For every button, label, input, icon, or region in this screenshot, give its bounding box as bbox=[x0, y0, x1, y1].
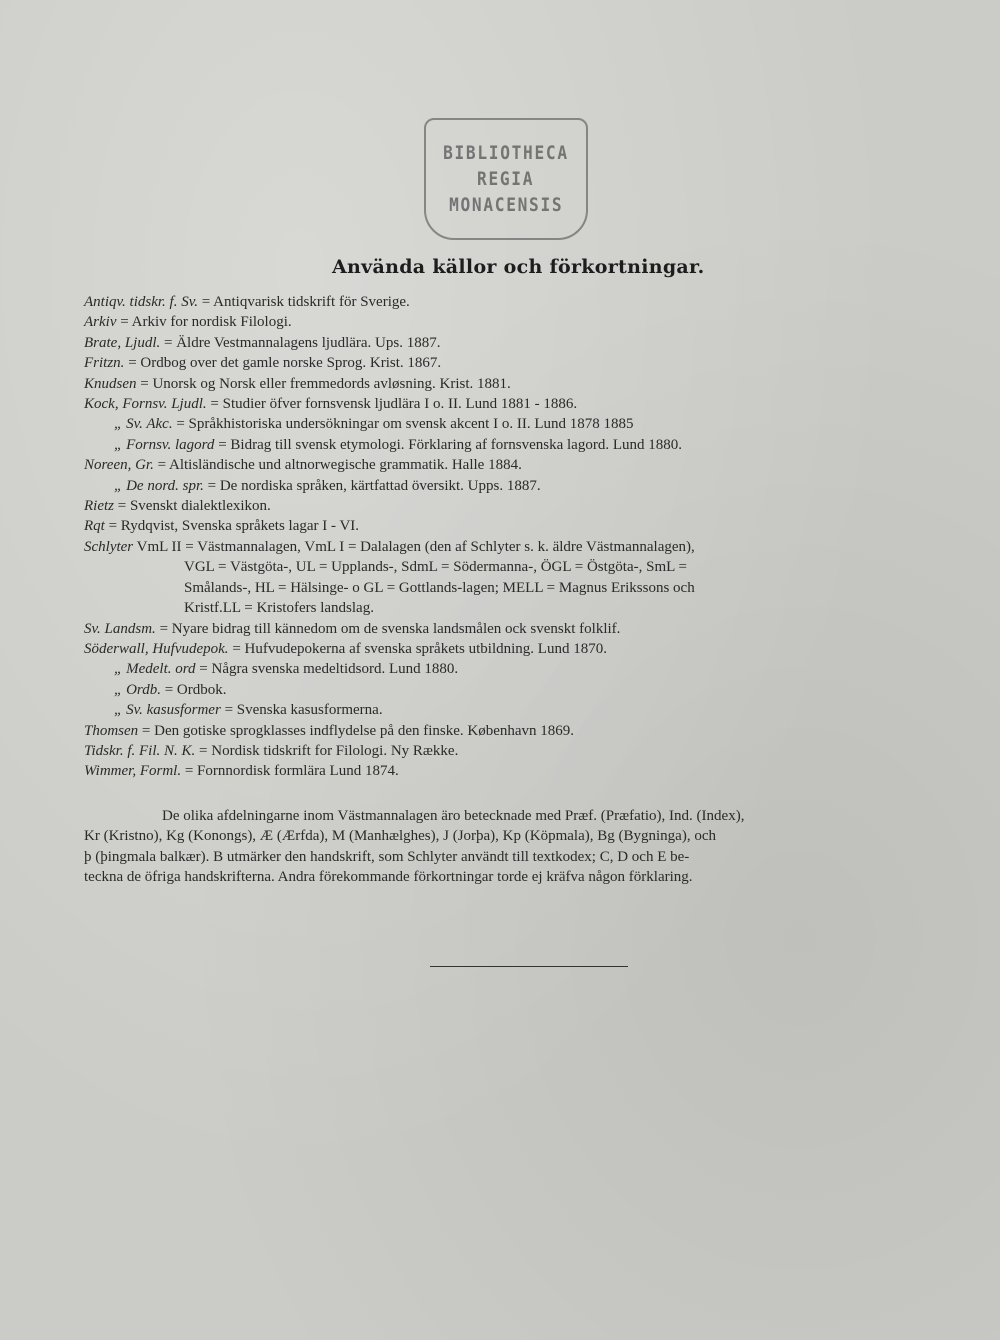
entry-abbreviation: Rqt bbox=[84, 518, 105, 535]
abbreviation-entry bbox=[84, 741, 984, 761]
abbreviation-entry bbox=[84, 639, 984, 659]
entry-abbreviation: Wimmer, Forml. bbox=[84, 763, 182, 780]
abbreviation-entry bbox=[84, 312, 984, 332]
stamp-line: BIBLIOTHECA bbox=[443, 142, 569, 164]
entry-definition: = Altisländische und altnorwegische grammatik. Halle 1884. bbox=[153, 457, 522, 474]
explanatory-paragraph bbox=[84, 806, 979, 888]
stamp-line: MONACENSIS bbox=[448, 194, 564, 216]
entry-definition: VGL = Västgöta-, UL = Upplands-, SdmL = Södermanna-, ÖGL = Östgöta-, SmL = bbox=[184, 559, 687, 576]
entry-abbreviation: Noreen, Gr. bbox=[84, 457, 154, 474]
abbreviation-entry bbox=[84, 578, 984, 598]
abbreviation-entry bbox=[84, 496, 984, 516]
abbreviation-entry bbox=[84, 619, 984, 639]
entry-abbreviation: „ Fornsv. lagord bbox=[114, 436, 215, 453]
abbreviation-entry bbox=[84, 414, 984, 434]
entry-abbreviation: Söderwall, Hufvudepok. bbox=[84, 640, 229, 657]
paragraph-line: þ (þingmala balkær). B utmärker den handskrift, som Schlyter användt till textkodex; C, D och E be- bbox=[84, 848, 690, 865]
entry-definition: Smålands-, HL = Hälsinge- o GL = Gottlands-lagen; MELL = Magnus Erikssons och bbox=[184, 579, 695, 596]
entry-definition: VmL II = Västmannalagen, VmL I = Dalalagen (den af Schlyter s. k. äldre Västmannalagen), bbox=[133, 538, 695, 555]
abbreviation-entry bbox=[84, 292, 984, 312]
entry-abbreviation: „ Sv. Akc. bbox=[114, 416, 173, 433]
abbreviation-entry bbox=[84, 761, 984, 781]
stamp-line: REGIA bbox=[477, 168, 535, 190]
page-title: Använda källor och förkortningar. bbox=[332, 256, 705, 278]
paragraph-line: teckna de öfriga handskrifterna. Andra förekommande förkortningar torde ej kräfva någon förklaring. bbox=[84, 869, 693, 886]
entry-abbreviation: Arkiv bbox=[84, 314, 117, 331]
entry-definition: = Rydqvist, Svenska språkets lagar I - VI. bbox=[104, 518, 360, 535]
abbreviation-entry bbox=[84, 435, 984, 455]
entry-abbreviation: „ Medelt. ord bbox=[114, 661, 196, 678]
entry-abbreviation: Tidskr. f. Fil. N. K. bbox=[84, 742, 196, 759]
abbreviation-list bbox=[84, 292, 984, 782]
entry-abbreviation: Thomsen bbox=[84, 722, 139, 739]
abbreviation-entry bbox=[84, 516, 984, 536]
entry-abbreviation: Fritzn. bbox=[84, 355, 125, 372]
entry-definition: = Studier öfver fornsvensk ljudlära I o. II. Lund 1881 - 1886. bbox=[206, 396, 578, 413]
abbreviation-entry bbox=[84, 537, 984, 557]
abbreviation-entry bbox=[84, 557, 984, 577]
abbreviation-entry bbox=[84, 333, 984, 353]
paragraph-line: Kr (Kristno), Kg (Konongs), Æ (Ærfda), M (Manhælghes), J (Jorþa), Kp (Köpmala), Bg (Bygninga), och bbox=[84, 828, 716, 845]
entry-definition: = Den gotiske sprogklasses indflydelse på den finske. København 1869. bbox=[138, 722, 575, 739]
entry-abbreviation: Knudsen bbox=[84, 375, 137, 392]
abbreviation-entry bbox=[84, 353, 984, 373]
entry-definition: = Äldre Vestmannalagens ljudlära. Ups. 1887. bbox=[160, 334, 441, 351]
entry-abbreviation: Brate, Ljudl. bbox=[84, 334, 161, 351]
entry-definition: = De nordiska språken, kärtfattad översikt. Upps. 1887. bbox=[203, 477, 541, 494]
abbreviation-entry bbox=[84, 374, 984, 394]
entry-definition: = Bidrag till svensk etymologi. Förklaring af fornsvenska lagord. Lund 1880. bbox=[214, 436, 682, 453]
entry-definition: = Nyare bidrag till kännedom om de svenska landsmålen ock svenskt folklif. bbox=[155, 620, 621, 637]
paragraph-line: De olika afdelningarne inom Västmannalagen äro betecknade med Præf. (Præfatio), Ind. (Index), bbox=[162, 808, 745, 824]
abbreviation-entry bbox=[84, 659, 984, 679]
entry-definition: Kristf.LL = Kristofers landslag. bbox=[184, 600, 374, 617]
entry-definition: = Arkiv for nordisk Filologi. bbox=[116, 314, 292, 331]
entry-definition: = Några svenska medeltidsord. Lund 1880. bbox=[195, 661, 459, 678]
entry-definition: = Svenskt dialektlexikon. bbox=[114, 498, 271, 515]
entry-definition: = Fornnordisk formlära Lund 1874. bbox=[181, 763, 399, 780]
entry-abbreviation: Antiqv. tidskr. f. Sv. bbox=[84, 294, 199, 310]
abbreviation-entry bbox=[84, 680, 984, 700]
abbreviation-entry bbox=[84, 476, 984, 496]
abbreviation-entry bbox=[84, 455, 984, 475]
horizontal-rule bbox=[430, 966, 628, 967]
entry-definition: = Antiqvarisk tidskrift för Sverige. bbox=[198, 294, 410, 310]
abbreviation-entry bbox=[84, 721, 984, 741]
entry-definition: = Unorsk og Norsk eller fremmedords avløsning. Krist. 1881. bbox=[136, 375, 511, 392]
entry-abbreviation: „ Ordb. bbox=[114, 681, 161, 698]
library-stamp bbox=[424, 118, 588, 240]
entry-abbreviation: Kock, Fornsv. Ljudl. bbox=[84, 396, 207, 413]
entry-definition: = Språkhistoriska undersökningar om svensk akcent I o. II. Lund 1878 1885 bbox=[172, 416, 634, 433]
entry-definition: = Nordisk tidskrift for Filologi. Ny Række. bbox=[195, 742, 459, 759]
entry-abbreviation: Sv. Landsm. bbox=[84, 620, 156, 637]
entry-abbreviation: „ Sv. kasusformer bbox=[114, 702, 221, 719]
entry-definition: = Svenska kasusformerna. bbox=[220, 702, 383, 719]
entry-definition: = Hufvudepokerna af svenska språkets utbildning. Lund 1870. bbox=[228, 640, 607, 657]
abbreviation-entry bbox=[84, 700, 984, 720]
entry-definition: = Ordbog over det gamle norske Sprog. Krist. 1867. bbox=[124, 355, 442, 372]
abbreviation-entry bbox=[84, 598, 984, 618]
abbreviation-entry bbox=[84, 394, 984, 414]
entry-abbreviation: „ De nord. spr. bbox=[114, 477, 204, 494]
entry-abbreviation: Schlyter bbox=[84, 538, 134, 555]
entry-abbreviation: Rietz bbox=[84, 498, 114, 515]
entry-definition: = Ordbok. bbox=[160, 681, 227, 698]
